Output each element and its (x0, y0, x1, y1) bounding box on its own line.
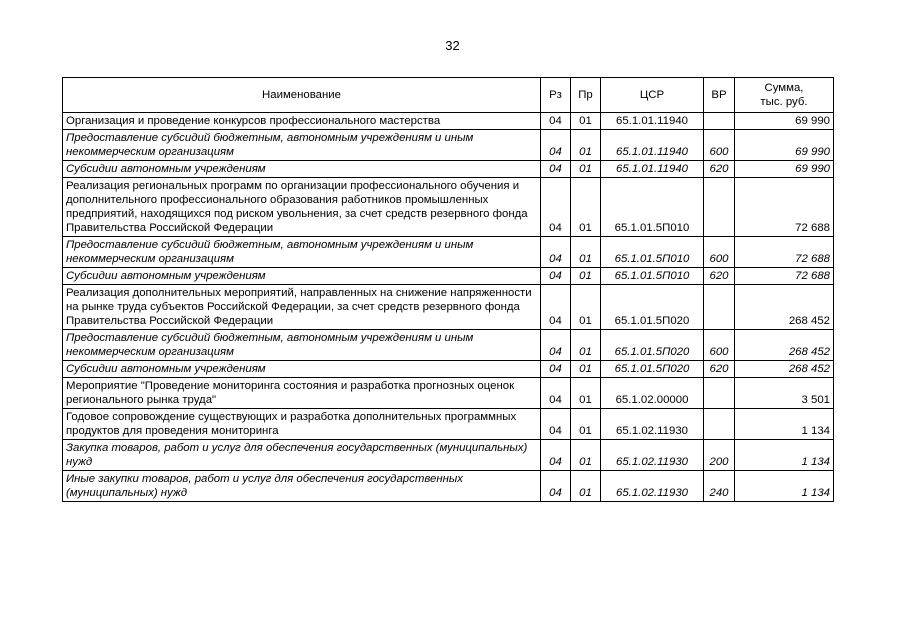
cell-sum: 1 134 (735, 471, 834, 502)
cell-sum: 3 501 (735, 378, 834, 409)
cell-rz: 04 (541, 130, 571, 161)
cell-pr: 01 (571, 378, 601, 409)
cell-pr: 01 (571, 409, 601, 440)
budget-table (62, 77, 834, 502)
page-number: 32 (445, 38, 460, 53)
table-row (63, 237, 834, 268)
cell-name: Закупка товаров, работ и услуг для обеспечения государственных (муниципальных) нужд (63, 440, 541, 471)
cell-sum: 69 990 (735, 161, 834, 178)
cell-csr: 65.1.02.11930 (601, 471, 704, 502)
cell-pr: 01 (571, 361, 601, 378)
cell-vr: 620 (704, 161, 735, 178)
cell-name: Организация и проведение конкурсов профессионального мастерства (63, 113, 541, 130)
cell-sum: 69 990 (735, 113, 834, 130)
cell-name: Субсидии автономным учреждениям (63, 268, 541, 285)
table-row (63, 268, 834, 285)
cell-vr: 600 (704, 130, 735, 161)
cell-vr: 620 (704, 268, 735, 285)
cell-vr (704, 285, 735, 330)
header-sum-line1: Сумма, (764, 82, 804, 94)
cell-name: Реализация региональных программ по организации профессионального обучения и дополнительного профессионального образования работников промышленных предприятий, находящихся под риском увольнения, за счет средств резервного фонда Правительства Российской Федерации (63, 178, 541, 237)
cell-vr (704, 113, 735, 130)
cell-name: Предоставление субсидий бюджетным, автономным учреждениям и иным некоммерческим организациям (63, 237, 541, 268)
header-name: Наименование (63, 78, 541, 113)
cell-pr: 01 (571, 440, 601, 471)
cell-rz: 04 (541, 409, 571, 440)
table-row (63, 409, 834, 440)
cell-name: Мероприятие "Проведение мониторинга состояния и разработка прогнозных оценок регионального рынка труда" (63, 378, 541, 409)
cell-sum: 69 990 (735, 130, 834, 161)
cell-rz: 04 (541, 285, 571, 330)
cell-rz: 04 (541, 178, 571, 237)
cell-csr: 65.1.02.11930 (601, 409, 704, 440)
cell-pr: 01 (571, 178, 601, 237)
cell-csr: 65.1.01.5П010 (601, 237, 704, 268)
cell-vr: 240 (704, 471, 735, 502)
cell-csr: 65.1.01.5П010 (601, 178, 704, 237)
table-row (63, 285, 834, 330)
cell-pr: 01 (571, 471, 601, 502)
header-vr: ВР (704, 78, 735, 113)
header-sum-line2: тыс. руб. (760, 96, 808, 108)
cell-csr: 65.1.01.5П020 (601, 361, 704, 378)
cell-csr: 65.1.01.5П020 (601, 285, 704, 330)
cell-rz: 04 (541, 330, 571, 361)
cell-pr: 01 (571, 268, 601, 285)
cell-pr: 01 (571, 330, 601, 361)
cell-rz: 04 (541, 361, 571, 378)
cell-rz: 04 (541, 237, 571, 268)
cell-pr: 01 (571, 161, 601, 178)
cell-name: Иные закупки товаров, работ и услуг для обеспечения государственных (муниципальных) нужд (63, 471, 541, 502)
header-rz: Рз (541, 78, 571, 113)
cell-sum: 1 134 (735, 409, 834, 440)
cell-csr: 65.1.02.11930 (601, 440, 704, 471)
cell-sum: 268 452 (735, 361, 834, 378)
cell-vr: 600 (704, 237, 735, 268)
cell-vr (704, 409, 735, 440)
cell-name: Годовое сопровождение существующих и разработка дополнительных программных продуктов для проведения мониторинга (63, 409, 541, 440)
cell-sum: 72 688 (735, 268, 834, 285)
table-row (63, 130, 834, 161)
table-row (63, 161, 834, 178)
table-row (63, 178, 834, 237)
cell-name: Субсидии автономным учреждениям (63, 161, 541, 178)
cell-csr: 65.1.01.5П020 (601, 330, 704, 361)
cell-rz: 04 (541, 161, 571, 178)
cell-sum: 72 688 (735, 237, 834, 268)
cell-csr: 65.1.02.00000 (601, 378, 704, 409)
cell-sum: 268 452 (735, 330, 834, 361)
cell-vr: 620 (704, 361, 735, 378)
cell-csr: 65.1.01.5П010 (601, 268, 704, 285)
cell-sum: 268 452 (735, 285, 834, 330)
cell-rz: 04 (541, 471, 571, 502)
cell-name: Предоставление субсидий бюджетным, автономным учреждениям и иным некоммерческим организациям (63, 330, 541, 361)
cell-vr (704, 178, 735, 237)
cell-vr: 600 (704, 330, 735, 361)
cell-name: Субсидии автономным учреждениям (63, 361, 541, 378)
cell-sum: 72 688 (735, 178, 834, 237)
cell-csr: 65.1.01.11940 (601, 130, 704, 161)
table-row (63, 440, 834, 471)
cell-vr: 200 (704, 440, 735, 471)
cell-pr: 01 (571, 237, 601, 268)
cell-csr: 65.1.01.11940 (601, 161, 704, 178)
cell-rz: 04 (541, 113, 571, 130)
table-row (63, 330, 834, 361)
header-sum (735, 78, 834, 113)
table-row (63, 361, 834, 378)
cell-sum: 1 134 (735, 440, 834, 471)
header-csr: ЦСР (601, 78, 704, 113)
cell-pr: 01 (571, 130, 601, 161)
header-pr: Пр (571, 78, 601, 113)
cell-pr: 01 (571, 113, 601, 130)
cell-csr: 65.1.01.11940 (601, 113, 704, 130)
cell-name: Реализация дополнительных мероприятий, направленных на снижение напряженности на рынке труда субъектов Российской Федерации, за счет средств резервного фонда Правительства Российской Федерации (63, 285, 541, 330)
cell-name: Предоставление субсидий бюджетным, автономным учреждениям и иным некоммерческим организациям (63, 130, 541, 161)
cell-vr (704, 378, 735, 409)
table-row (63, 113, 834, 130)
cell-rz: 04 (541, 268, 571, 285)
cell-pr: 01 (571, 285, 601, 330)
cell-rz: 04 (541, 440, 571, 471)
cell-rz: 04 (541, 378, 571, 409)
table-row (63, 471, 834, 502)
table-header-row (63, 78, 834, 113)
table-row (63, 378, 834, 409)
table-body (63, 113, 834, 502)
